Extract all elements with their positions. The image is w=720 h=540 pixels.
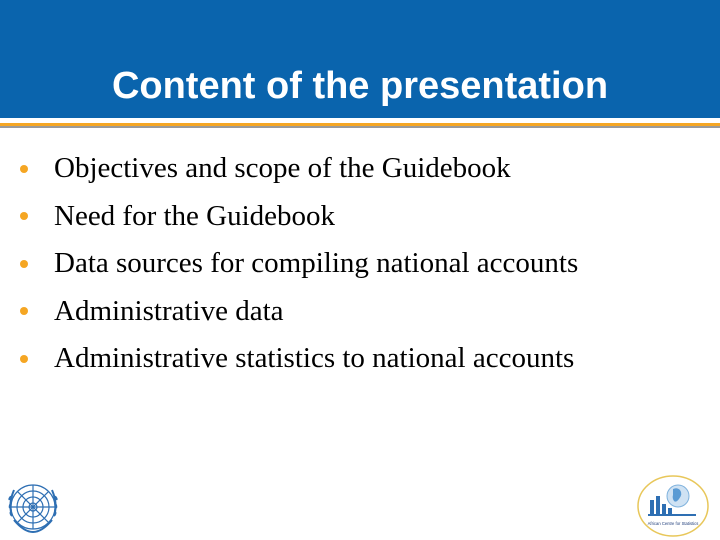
bullet-list (20, 145, 578, 383)
bullet-text: Administrative data (54, 294, 284, 327)
bullet-text: Need for the Guidebook (54, 199, 336, 232)
logo-caption: African Centre for Statistics (647, 521, 699, 526)
bullet-text: Data sources for compiling national accounts (54, 247, 579, 280)
bullet-item (20, 288, 578, 336)
bullet-item (20, 335, 578, 383)
bullet-text: Administrative statistics to national accounts (54, 342, 575, 375)
bullet-dot-icon (20, 355, 28, 363)
bullet-text: Objectives and scope of the Guidebook (54, 152, 511, 185)
gray-divider (0, 126, 720, 128)
title-banner (0, 0, 720, 118)
african-centre-for-statistics-logo (636, 474, 710, 538)
bullet-dot-icon (20, 307, 28, 315)
un-emblem-icon (2, 476, 64, 538)
bullet-item (20, 145, 578, 193)
bullet-dot-icon (20, 212, 28, 220)
bullet-dot-icon (20, 165, 28, 173)
bullet-item (20, 240, 578, 288)
bullet-item (20, 193, 578, 241)
bullet-dot-icon (20, 260, 28, 268)
slide-title: Content of the presentation (111, 65, 609, 107)
